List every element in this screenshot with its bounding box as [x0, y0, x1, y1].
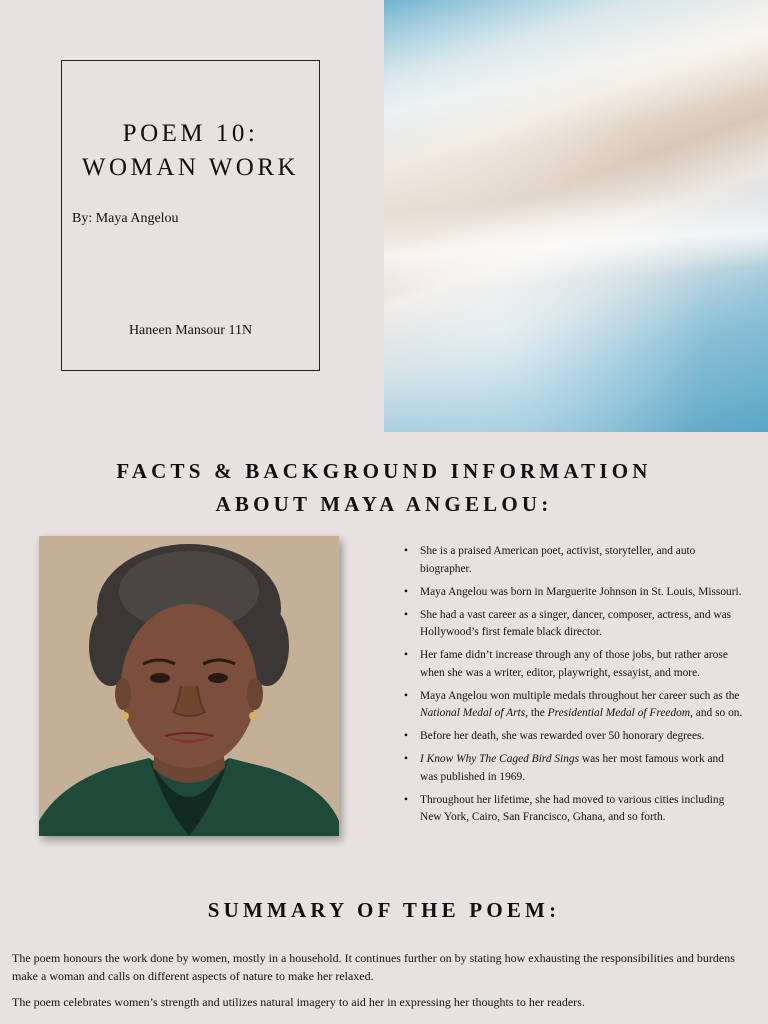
fact-item — [402, 728, 744, 746]
summary-paragraph-1: The poem honours the work done by women, mostly in a household. It continues further on by stating how exhausting the responsibilities and burdens make a woman and calls on different aspects of nature to make her relaxed. — [12, 951, 735, 983]
fact-text: Maya Angelou was born in Marguerite Johnson in St. Louis, Missouri. — [420, 585, 742, 598]
fact-text-national-medal: National Medal of Arts, — [420, 707, 529, 719]
fact-item — [402, 688, 744, 723]
portrait-illustration — [39, 536, 339, 836]
fact-text: She had a vast career as a singer, dancer, composer, actress, and was Hollywood’s first female black director. — [420, 608, 732, 638]
summary-heading: SUMMARY OF THE POEM: — [207, 898, 561, 922]
fact-item — [402, 792, 744, 827]
fact-item — [402, 751, 744, 786]
poem-title — [62, 117, 319, 185]
facts-heading-line1: FACTS & BACKGROUND INFORMATION — [116, 459, 652, 483]
maya-angelou-portrait — [39, 536, 339, 836]
facts-list — [402, 543, 744, 832]
fact-text-presidential-medal: Presidential Medal of Freedom, — [547, 707, 693, 719]
fact-item — [402, 543, 744, 578]
facts-heading — [0, 455, 768, 520]
fact-text-book-title: I Know Why The Caged Bird Sings — [420, 753, 580, 765]
fact-item — [402, 647, 744, 682]
abstract-decorative-image — [384, 0, 768, 432]
fact-item — [402, 584, 744, 602]
summary-paragraph-2: The poem celebrates women’s strength and utilizes natural imagery to aid her in expressing her thoughts to her readers. — [12, 995, 585, 1009]
author-byline: By: Maya Angelou — [72, 211, 179, 226]
fact-item — [402, 607, 744, 642]
fact-text: Her fame didn’t increase through any of those jobs, but rather arose when she was a writer, editor, playwright, essayist, and more. — [420, 649, 728, 679]
poem-title-line2: WOMAN WORK — [81, 154, 300, 181]
fact-text-pre: Maya Angelou won multiple medals throughout her career such as the — [420, 689, 740, 702]
fact-text: Before her death, she was rewarded over 50 honorary degrees. — [420, 730, 705, 742]
facts-heading-line2: ABOUT MAYA ANGELOU: — [215, 491, 553, 516]
fact-text-mid: the — [528, 707, 548, 719]
fact-text: She is a praised American poet, activist, storyteller, and auto biographer. — [420, 545, 696, 575]
poem-title-line1: POEM 10: — [122, 120, 259, 147]
fact-text-rest: was her most famous work and was published in 1969. — [420, 753, 724, 783]
fact-text-post: and so on. — [692, 707, 743, 719]
fact-text: Throughout her lifetime, she had moved to various cities including New York, Cairo, San Francisco, Ghana, and so forth. — [420, 793, 725, 823]
student-name: Haneen Mansour 11N — [128, 323, 253, 338]
title-box — [61, 60, 320, 371]
